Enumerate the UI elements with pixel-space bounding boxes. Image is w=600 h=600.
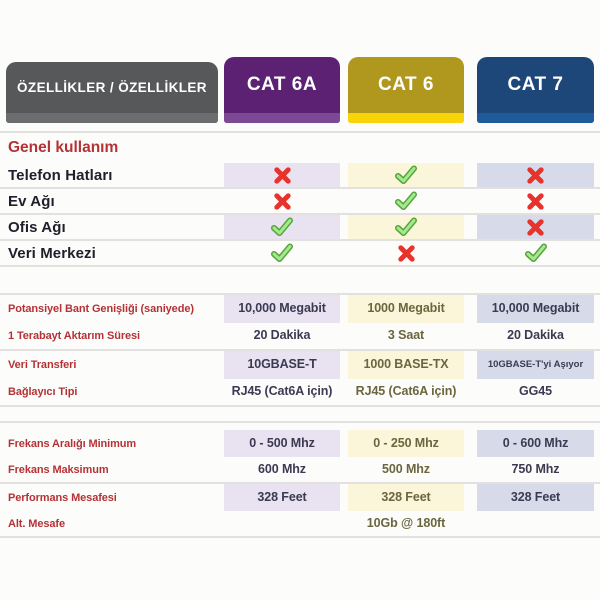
cell-cat6a xyxy=(224,215,340,239)
cell-cat6: 0 - 250 Mhz xyxy=(348,430,464,457)
table-row xyxy=(0,295,600,323)
cell-cat6 xyxy=(348,189,464,213)
row-label: Veri Merkezi xyxy=(8,244,96,262)
table-row xyxy=(0,511,600,538)
cell-cat6: 500 Mhz xyxy=(382,461,430,476)
cross-icon xyxy=(397,244,416,263)
cell-cat6: RJ45 (Cat6A için) xyxy=(355,384,457,399)
cat7-header-label: CAT 7 xyxy=(507,74,564,95)
table-row xyxy=(0,457,600,484)
table-header xyxy=(0,57,600,123)
cell-cat6 xyxy=(348,241,464,265)
row-label: Alt. Mesafe xyxy=(8,517,65,530)
cross-icon xyxy=(526,218,545,237)
check-icon xyxy=(270,243,294,263)
row-label: 1 Terabayt Aktarım Süresi xyxy=(8,330,141,342)
cross-icon xyxy=(273,192,292,211)
cell-cat6: 1000 BASE-TX xyxy=(348,351,464,379)
cell-cat6 xyxy=(348,163,464,187)
cell-cat7 xyxy=(477,189,594,213)
cell-cat6: 3 Saat xyxy=(387,328,425,343)
section-title: Genel kullanım xyxy=(8,139,119,156)
cell-cat6a xyxy=(224,241,340,265)
cell-cat7 xyxy=(477,241,594,265)
table-row xyxy=(0,163,600,189)
row-label: Bağlayıcı Tipi xyxy=(8,386,78,398)
cell-cat6a xyxy=(224,163,340,187)
header-tab-cat7 xyxy=(477,57,594,123)
row-label: Veri Transferi xyxy=(8,359,77,371)
cell-cat6a: RJ45 (Cat6A için) xyxy=(231,384,333,399)
table-row xyxy=(0,430,600,457)
cell-cat6a: 328 Feet xyxy=(224,484,340,511)
cell-cat7 xyxy=(477,215,594,239)
header-tab-cat6a xyxy=(224,57,340,123)
cell-cat7: 10,000 Megabit xyxy=(477,295,594,323)
section-frequency-specs xyxy=(0,430,600,538)
row-label: Telefon Hatları xyxy=(8,166,113,184)
cell-cat6a: 20 Dakika xyxy=(253,328,311,343)
table-row xyxy=(0,215,600,241)
header-tab-features xyxy=(6,62,218,123)
section-general-usage xyxy=(0,133,600,267)
cell-cat6: 1000 Megabit xyxy=(348,295,464,323)
check-icon xyxy=(394,217,418,237)
cross-icon xyxy=(526,192,545,211)
cell-cat7: 328 Feet xyxy=(477,484,594,511)
check-icon xyxy=(270,217,294,237)
row-label: Potansiyel Bant Genişliği (saniyede) xyxy=(8,303,194,315)
divider xyxy=(0,421,600,423)
cat6-tab-accent-strip xyxy=(348,113,464,123)
cell-cat6a: 600 Mhz xyxy=(258,461,306,476)
cell-cat6a: 10GBASE-T xyxy=(224,351,340,379)
cat6a-header-label: CAT 6A xyxy=(246,74,318,95)
cell-cat6a xyxy=(224,511,340,536)
features-header-label: ÖZELLİKLER / ÖZELLİKLER xyxy=(17,80,207,95)
table-row xyxy=(0,351,600,379)
cell-cat6 xyxy=(348,215,464,239)
cell-cat7 xyxy=(477,163,594,187)
check-icon xyxy=(394,191,418,211)
cross-icon xyxy=(526,166,545,185)
row-label: Performans Mesafesi xyxy=(8,491,117,504)
cell-cat6: 10Gb @ 180ft xyxy=(366,515,446,530)
cross-icon xyxy=(273,166,292,185)
row-label: Frekans Maksimum xyxy=(8,463,109,476)
cat6a-tab-accent-strip xyxy=(224,113,340,123)
check-icon xyxy=(394,165,418,185)
cell-cat7 xyxy=(477,511,594,536)
section-title-row xyxy=(0,133,600,163)
header-tab-cat6 xyxy=(348,57,464,123)
table-row xyxy=(0,189,600,215)
cat7-tab-accent-strip xyxy=(477,113,594,123)
cell-cat6a xyxy=(224,189,340,213)
cell-cat7: GG45 xyxy=(519,384,552,399)
row-label: Ev Ağı xyxy=(8,192,55,210)
table-row xyxy=(0,484,600,511)
table-row xyxy=(0,379,600,407)
cell-cat7: 0 - 600 Mhz xyxy=(477,430,594,457)
row-label: Ofis Ağı xyxy=(8,218,66,236)
table-row xyxy=(0,241,600,267)
cell-cat6a: 10,000 Megabit xyxy=(224,295,340,323)
cell-cat6a: 0 - 500 Mhz xyxy=(224,430,340,457)
cat6-header-label: CAT 6 xyxy=(378,74,434,95)
cell-cat6: 328 Feet xyxy=(348,484,464,511)
table-row xyxy=(0,323,600,351)
cell-cat7: 10GBASE-T'yi Aşıyor xyxy=(477,351,594,379)
cell-cat7: 20 Dakika xyxy=(507,328,564,343)
features-tab-accent-strip xyxy=(6,113,218,123)
section-bandwidth-specs xyxy=(0,295,600,407)
row-label: Frekans Aralığı Minimum xyxy=(8,437,137,450)
cell-cat7: 750 Mhz xyxy=(511,461,560,476)
check-icon xyxy=(524,243,548,263)
